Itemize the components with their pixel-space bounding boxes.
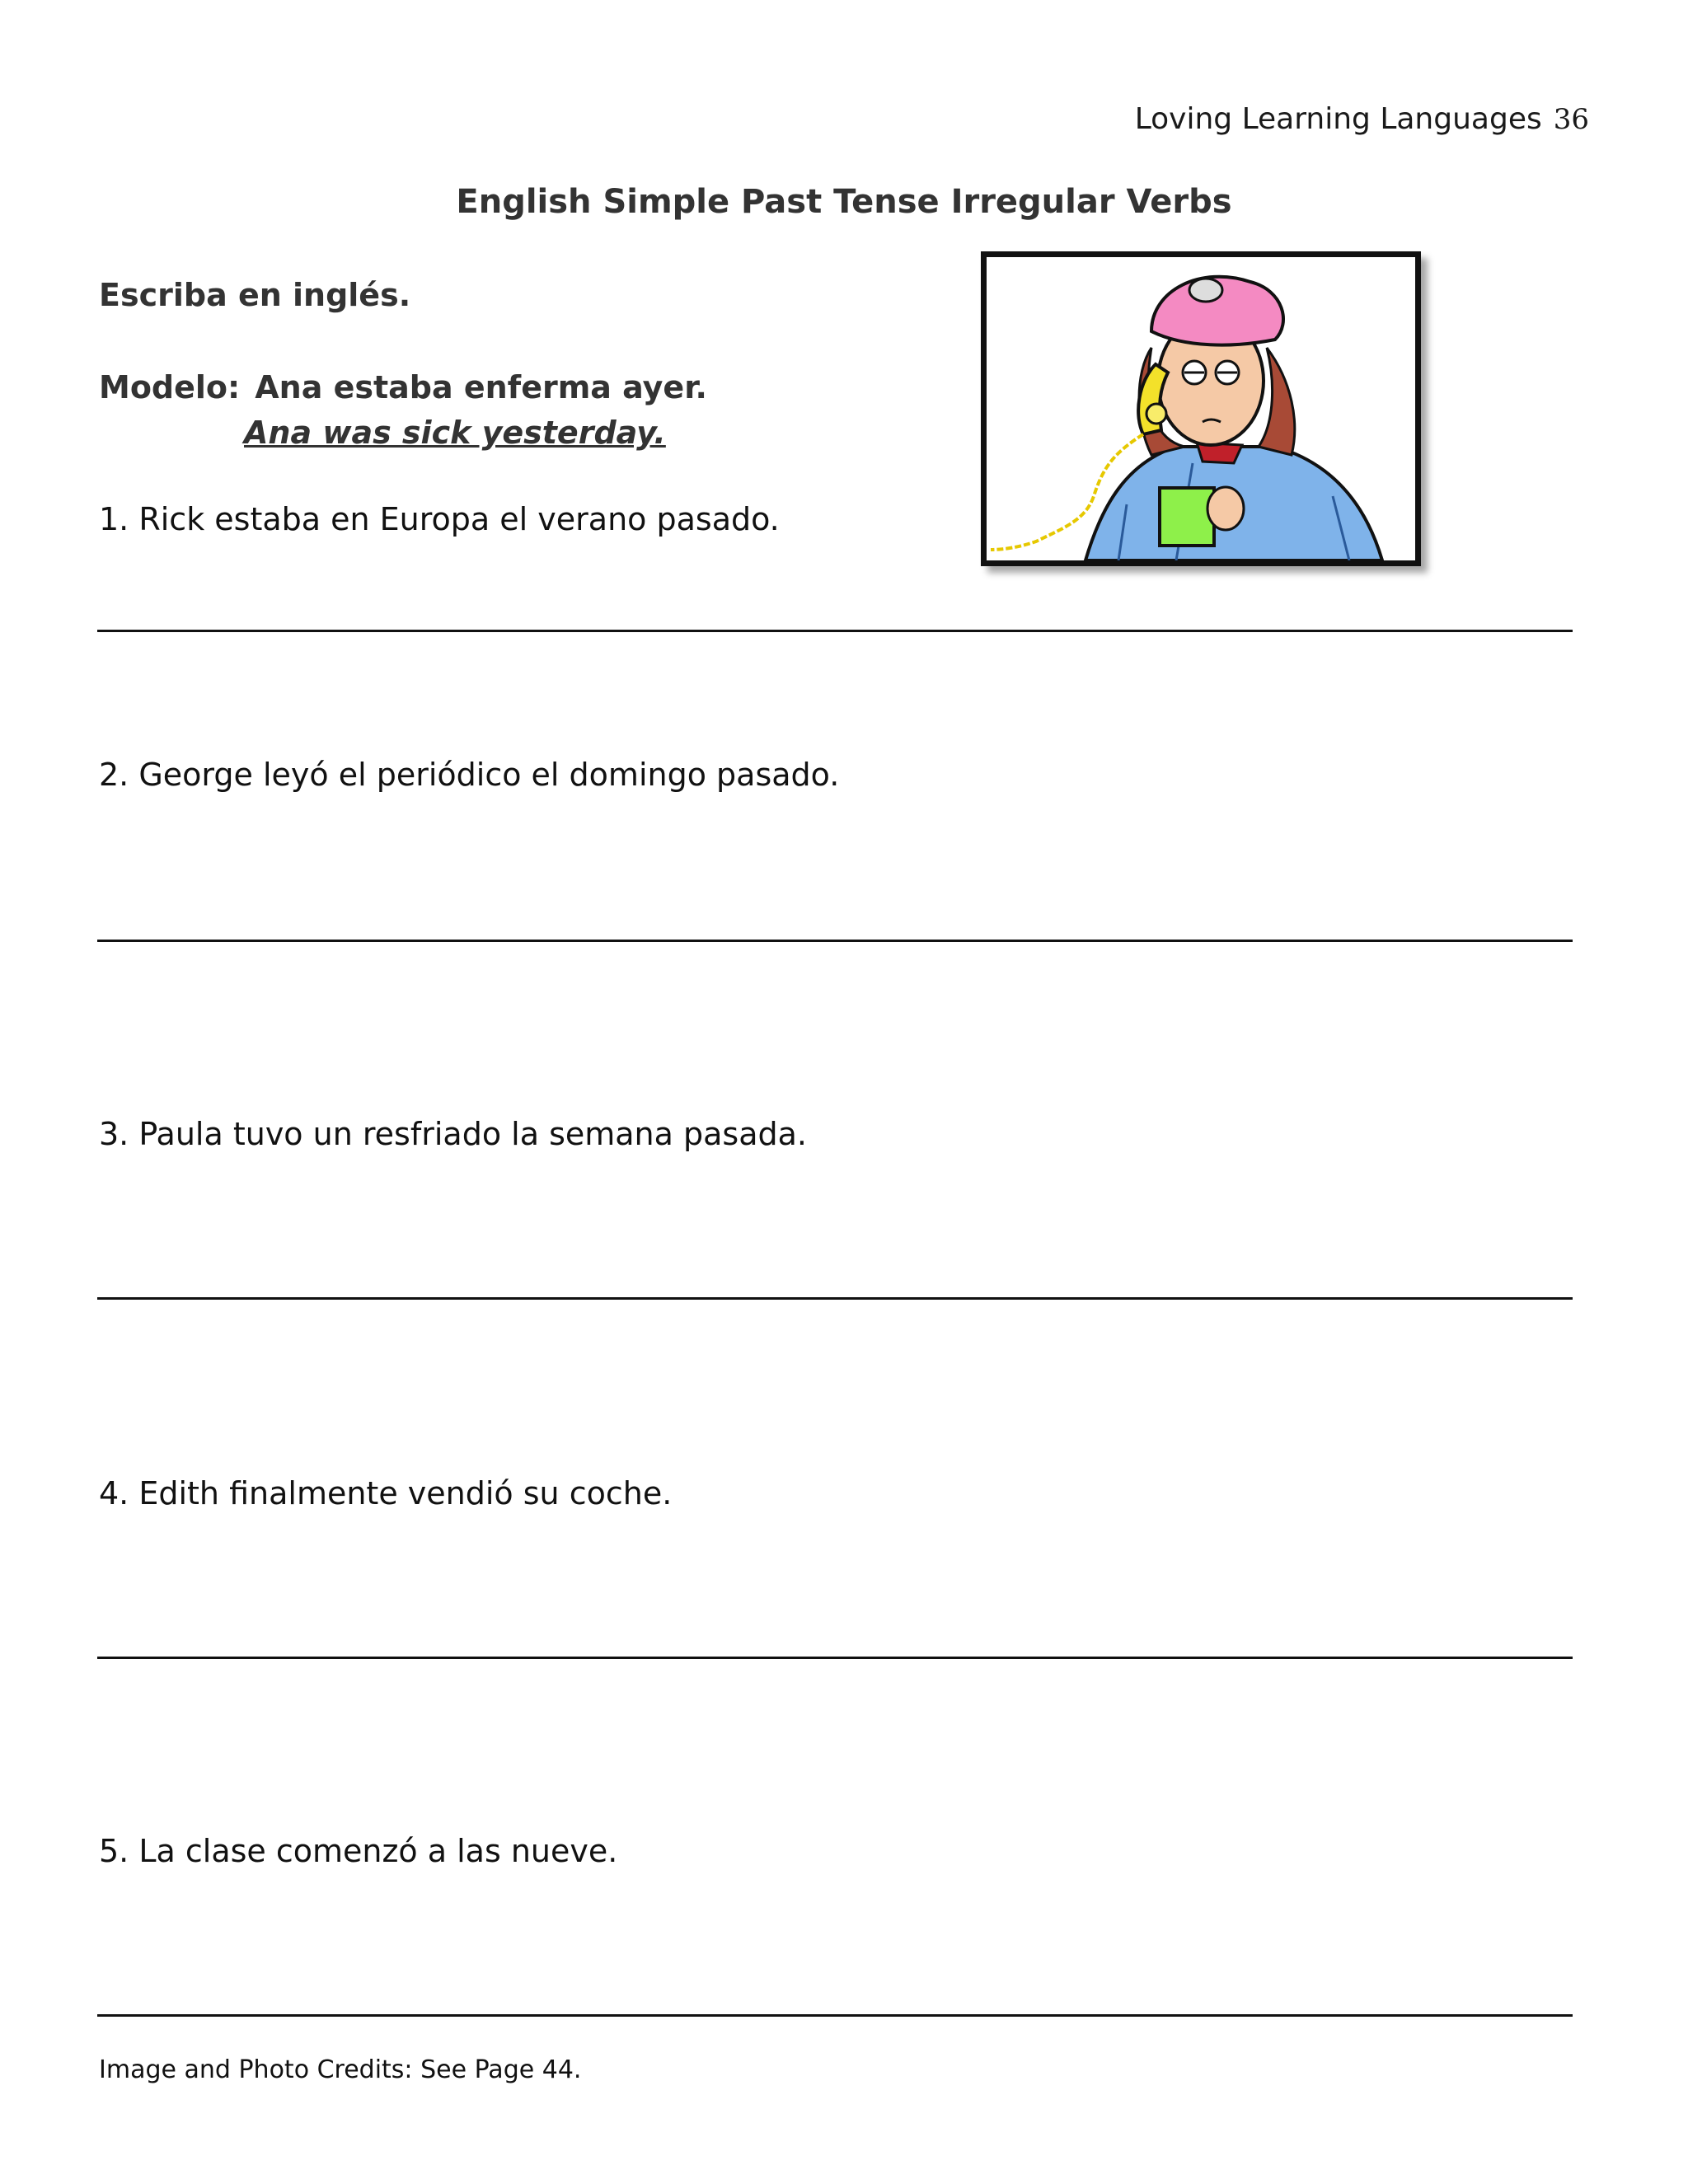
- question-3: 3. Paula tuvo un resfriado la semana pasada.: [99, 1116, 807, 1152]
- model-label: Modelo:: [99, 369, 241, 405]
- model-prompt: Ana estaba enferma ayer.: [255, 369, 707, 405]
- model-example: [99, 369, 707, 405]
- image-credits: Image and Photo Credits: See Page 44.: [99, 2055, 582, 2084]
- sick-woman-illustration: [981, 251, 1421, 566]
- answer-line-3[interactable]: [97, 1297, 1573, 1300]
- model-answer: Ana was sick yesterday.: [244, 415, 666, 451]
- answer-line-4[interactable]: [97, 1657, 1573, 1659]
- question-5: 5. La clase comenzó a las nueve.: [99, 1833, 618, 1869]
- page-header: [1135, 102, 1589, 136]
- page-title: English Simple Past Tense Irregular Verbs: [456, 183, 1232, 221]
- instruction-text: Escriba en inglés.: [99, 277, 411, 313]
- question-4: 4. Edith finalmente vendió su coche.: [99, 1475, 673, 1511]
- answer-line-1[interactable]: [97, 630, 1573, 632]
- answer-line-2[interactable]: [97, 940, 1573, 942]
- answer-line-5[interactable]: [97, 2014, 1573, 2017]
- question-2: 2. George leyó el periódico el domingo pasado.: [99, 757, 840, 793]
- page-number: 36: [1553, 103, 1589, 136]
- question-1: 1. Rick estaba en Europa el verano pasado.: [99, 501, 780, 537]
- header-text: Loving Learning Languages: [1134, 102, 1542, 136]
